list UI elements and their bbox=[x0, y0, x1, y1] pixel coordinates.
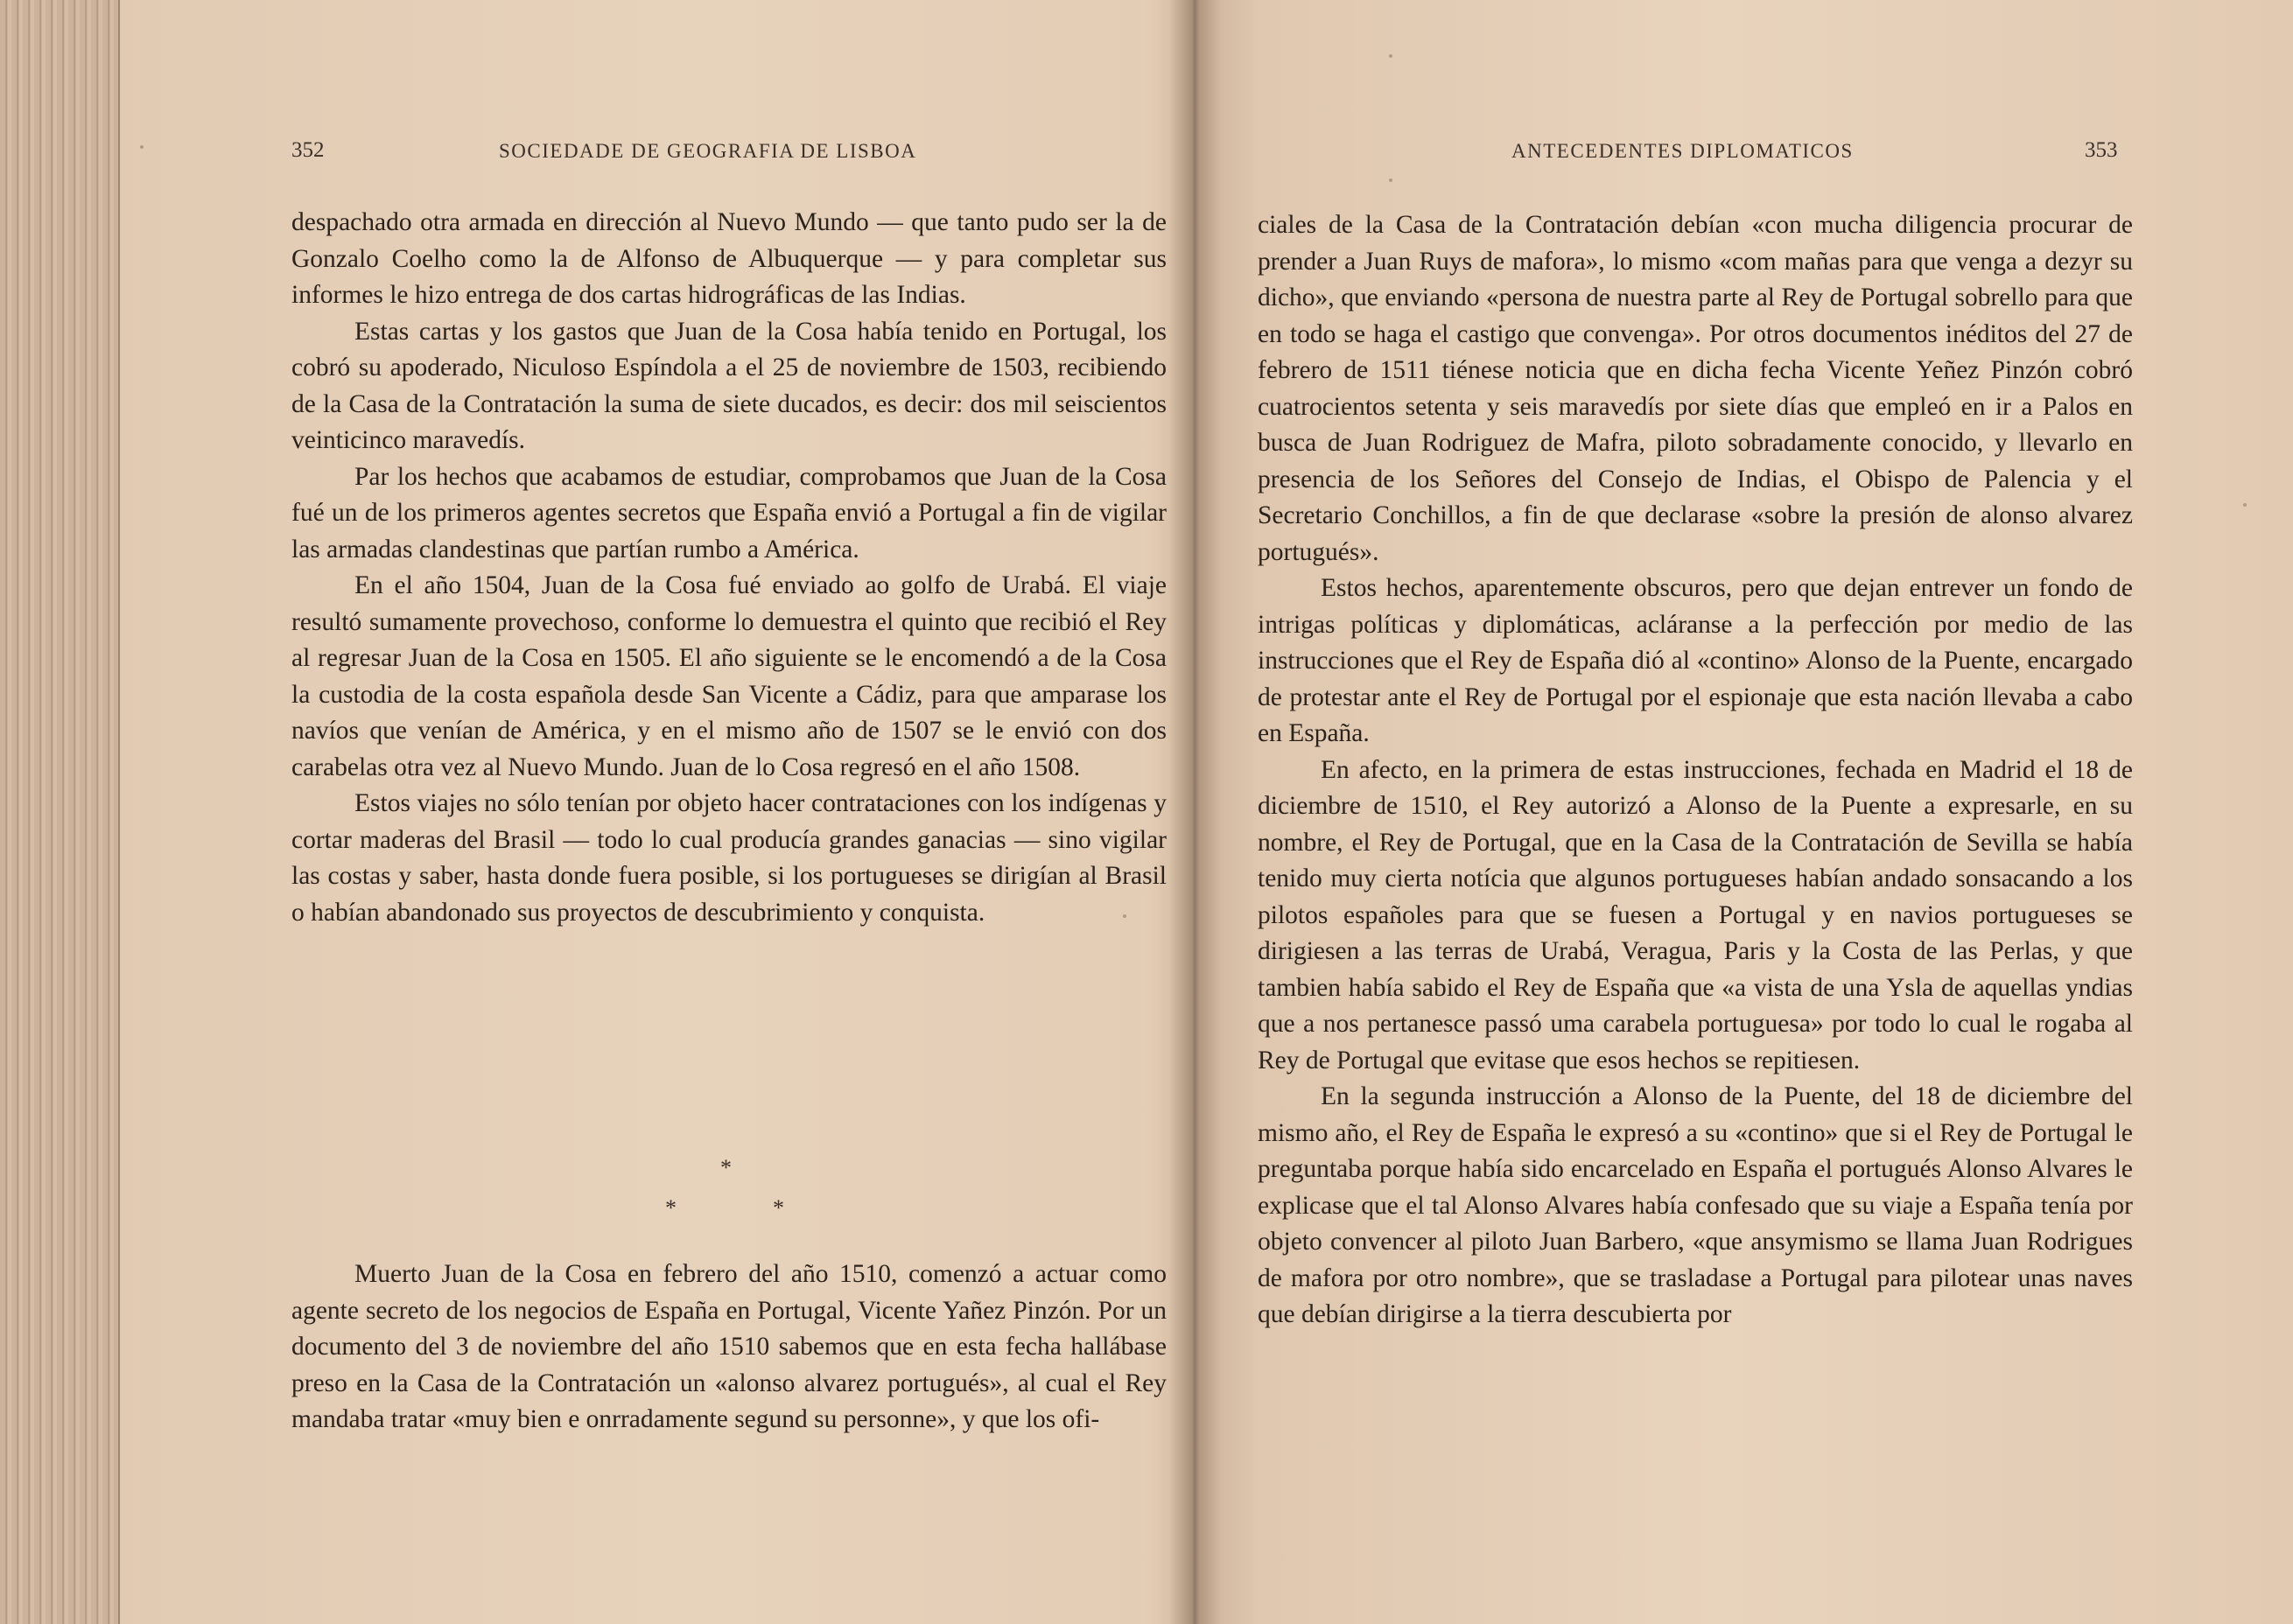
paragraph: En afecto, en la primera de estas instrucciones, fechada en Madrid el 18 de diciembre de 1510, el Rey autorizó a Alonso de la Puente a expresarle, en su nombre, el Rey de Portugal, que en la Casa de la Contratación de Sevilla se había tenido muy cierta notícia que algunos portugueses habían andado sonsacando a los pilotos españoles para que se fuesen a Portugal y en navios portugueses se dirigiesen a las terras de Urabá, Veragua, Paris y la Costa de las Perlas, y que tambien había sabido el Rey de España que «a vista de una Ysla de aquellas yndias que a nos pertanesce passó uma carabela portuguesa» por todo lo cual le rogaba al Rey de Portugal que evitase que esos hechos se repitiesen. bbox=[1258, 755, 2133, 1074]
paper-speck bbox=[1123, 914, 1126, 918]
paragraph: En la segunda instrucción a Alonso de la Puente, del 18 de diciembre del mismo año, el Rey de España le expresó a su «contino» que si el Rey de Portugal le preguntaba porque había sido encarcelado en España el portugués Alonso Alvares le explicase que el tal Alonso Alvares había confesado que su viaje a España tenía por objeto convencer al piloto Juan Barbero, «que ansymismo se llama Juan Rodrigues de mafora por otro nombre», que se trasladase a Portugal para pilotear unas naves que debían dirigirse a la tierra descubierta por bbox=[1258, 1082, 2133, 1328]
asterism-star: * bbox=[665, 1195, 677, 1221]
body-text-section-2 bbox=[291, 1256, 1167, 1438]
paragraph: Par los hechos que acabamos de estudiar, comprobamos que Juan de la Cosa fué un de los primeros agentes secretos que España envió a Portugal a fin de vigilar las armadas clandestinas que partían rumbo a América. bbox=[291, 462, 1167, 564]
paper-speck bbox=[1389, 54, 1392, 58]
paragraph: Estos hechos, aparentemente obscuros, pero que dejan entrever un fondo de intrigas políticas y diplomáticas, acláranse a la perfección por medio de las instrucciones que el Rey de España dió al «contino» Alonso de la Puente, encargado de protestar ante el Rey de Portugal por el espionaje que esta nación llevaba a cabo en España. bbox=[1258, 574, 2133, 747]
right-page bbox=[1199, 0, 2293, 1624]
paper-speck bbox=[140, 145, 144, 149]
asterism-star: * bbox=[773, 1195, 784, 1221]
page-number: 353 bbox=[2085, 138, 2118, 162]
paragraph: ciales de la Casa de la Contratación debían «con mucha diligencia procurar de prender a Juan Ruys de mafora», lo mismo «com mañas para que venga a dezyr su dicho», que enviando «persona de nuestra parte al Rey de Portugal sobrello para que en todo se haga el castigo que convenga». Por otros documentos inéditos del 27 de febrero de 1511 tiénese noticia que en dicha fecha Vicente Yeñez Pinzón cobró cuatrocientos setenta y seis maravedís por siete días que empleó en ir a Palos en busca de Juan Rodriguez de Mafra, piloto sobradamente conocido, y llevarlo en presencia de los Señores del Consejo de Indias, el Obispo de Palencia y el Secretario Conchillos, a fin de que declarase «sobre la presión de alonso alvarez portugués». bbox=[1258, 211, 2133, 566]
paragraph: Estas cartas y los gastos que Juan de la Cosa había tenido en Portugal, los cobró su apoderado, Niculoso Espíndola a el 25 de noviembre de 1503, recibiendo de la Casa de la Contratación la suma de siete ducados, es decir: dos mil seiscientos veinticinco maravedís. bbox=[291, 317, 1167, 454]
paragraph: despachado otra armada en dirección al Nuevo Mundo — que tanto pudo ser la de Gonzalo Coelho como la de Alfonso de Albuquerque — y para completar sus informes le hizo entrega de dos cartas hidrográficas de las Indias. bbox=[291, 208, 1167, 309]
body-text bbox=[1258, 207, 2133, 1334]
body-text-section-1 bbox=[291, 205, 1167, 931]
paragraph: Estos viajes no sólo tenían por objeto hacer contrataciones con los indígenas y cortar maderas del Brasil — todo lo cual producía grandes ganacias — sino vigilar las costas y saber, hasta donde fuera posible, si los portugueses se dirigían al Brasil o habían abandonado sus proyectos de descubrimiento y conquista. bbox=[291, 789, 1167, 927]
paper-speck bbox=[1389, 178, 1392, 182]
paragraph: Muerto Juan de la Cosa en febrero del año 1510, comenzó a actuar como agente secreto de los negocios de España en Portugal, Vicente Yañez Pinzón. Por un documento del 3 de noviembre del año 1510 sabemos que en esta fecha hallábase preso en la Casa de la Contratación un «alonso alvarez portugués», al cual el Rey mandaba tratar «muy bien e onrradamente segund su personne», y que los ofi- bbox=[291, 1260, 1167, 1433]
page-number: 352 bbox=[291, 138, 325, 162]
running-head: SOCIEDADE DE GEOGRAFIA DE LISBOA bbox=[499, 140, 917, 162]
asterism-star: * bbox=[720, 1155, 732, 1180]
running-head: ANTECEDENTES DIPLOMATICOS bbox=[1511, 140, 1854, 162]
paper-speck bbox=[2243, 503, 2247, 507]
paragraph: En el año 1504, Juan de la Cosa fué enviado ao golfo de Urabá. El viaje resultó sumamente provechoso, conforme lo demuestra el quinto que recibió el Rey al regresar Juan de la Cosa en 1505. El año siguiente se le encomendó a de la Cosa la custodia de la costa española desde San Vicente a Cádiz, para que amparase los navíos que venían de América, y en el mismo año de 1507 se le envió con dos carabelas otra vez al Nuevo Mundo. Juan de lo Cosa regresó en el año 1508. bbox=[291, 571, 1167, 781]
